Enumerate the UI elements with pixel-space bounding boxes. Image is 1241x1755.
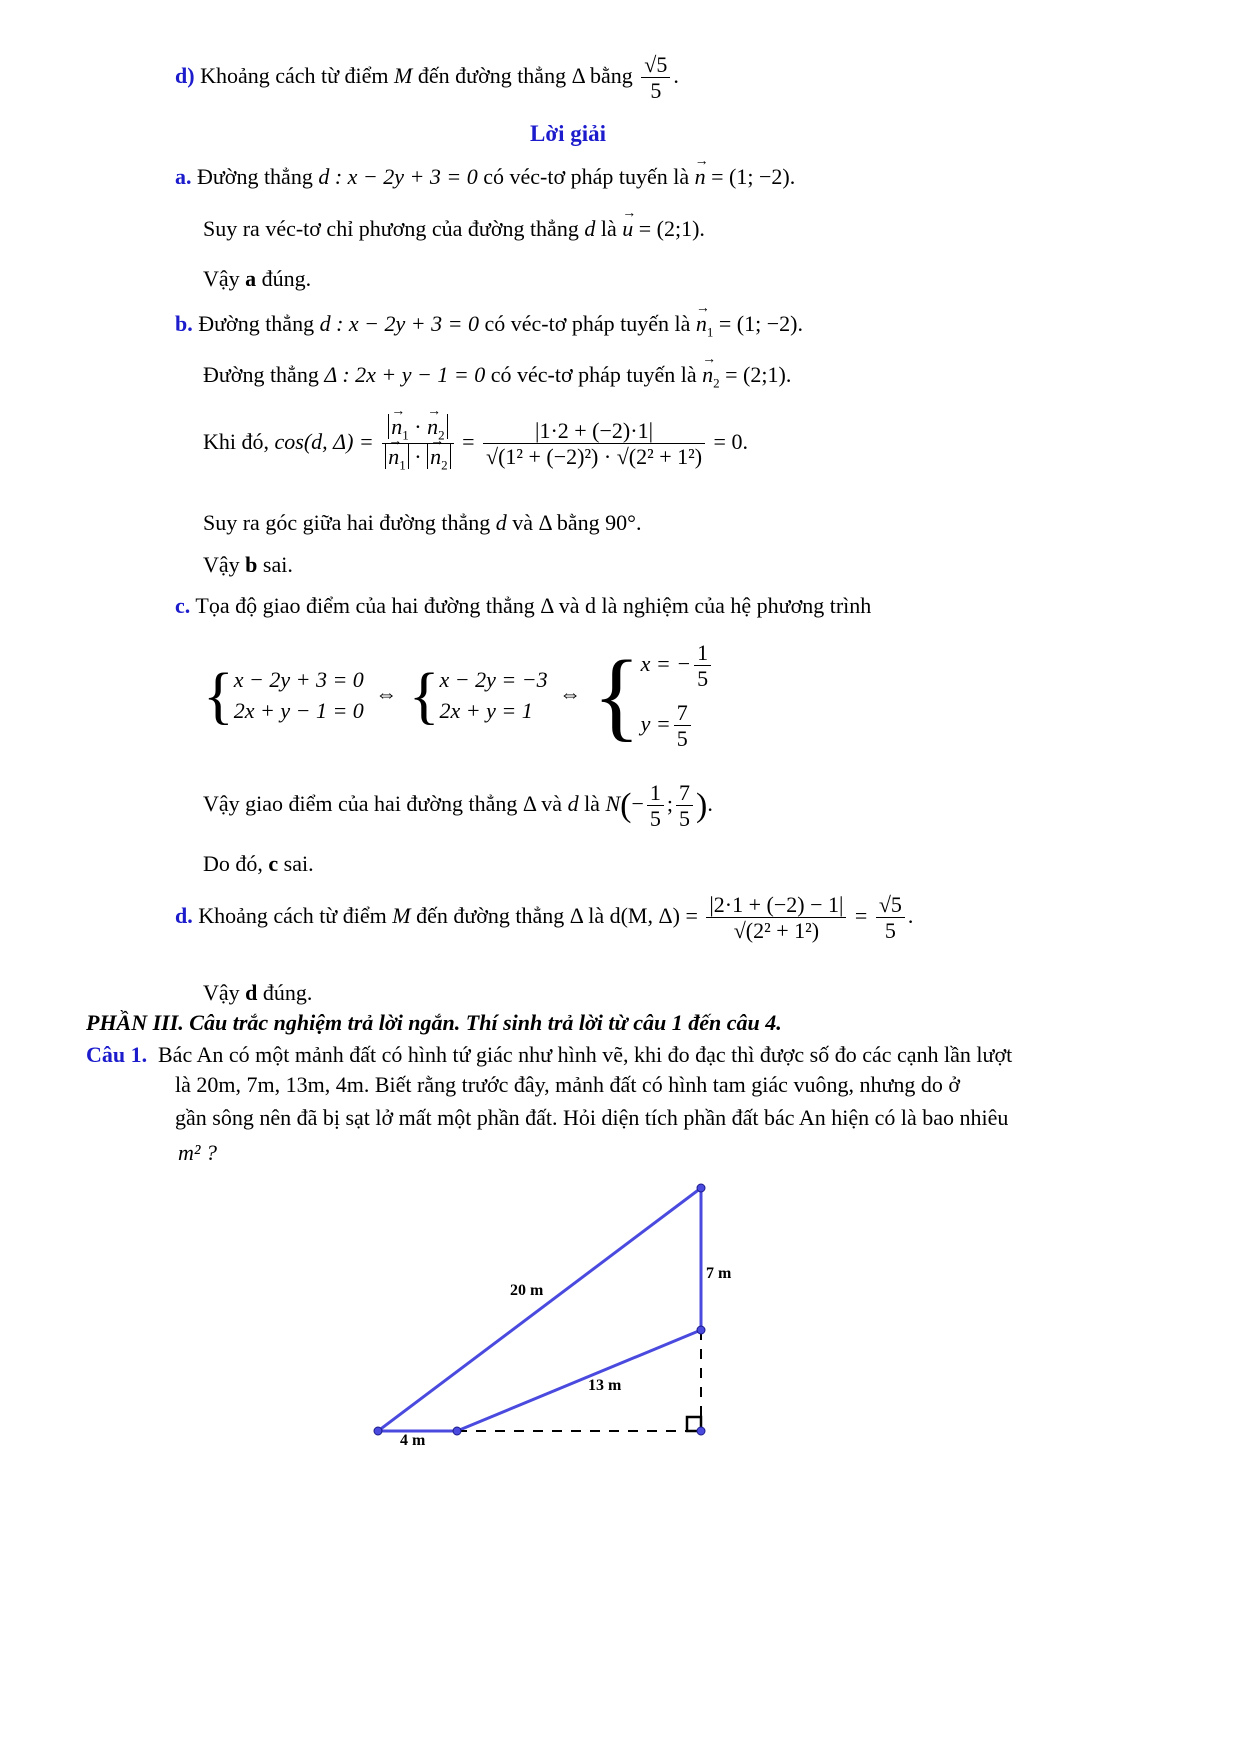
solution-title: Lời giải — [530, 121, 606, 146]
solution-d-line1: d. Khoảng cách từ điểm M đến đường thẳng Δ là d(M, Δ) = $\frac{|2\cdot 1 + (-2) - 1|}{\text{√(2² + 1²)}}$ = $\frac{√5}{5}$ . — [175, 892, 914, 944]
figure-edges — [378, 1188, 701, 1431]
solution-c-line3: Do đó, c sai. — [203, 851, 314, 876]
solution-b-line2: Đường thẳng Δ : 2x + y − 1 = 0 có véc-tơ pháp tuyến là → $n_2$ = (2;1). — [203, 362, 791, 391]
equation-system: {x − 2y + 3 = 0 2x + y − 1 = 0 ⇔ {x − 2y = −3 2x + y = 1 ⇔ { x = − $\frac{1}{5}$ y = $\frac{7}{5}$ — [203, 640, 714, 751]
land-figure — [360, 1175, 760, 1455]
fraction-numeric: $\frac{|1\cdot 2 + (-2)\cdot 1|}{\text{√(1² + (−2)²) · √(2² + 1²)}}$ — [483, 418, 705, 470]
solution-a-line1: a. Đường thẳng d : x − 2y + 3 = 0 có véc-tơ pháp tuyến là → n = (1; −2). — [175, 164, 795, 190]
statement-d: d) Khoảng cách từ điểm M đến đường thẳng Δ bằng $\frac{√5}{5}$ . — [175, 52, 679, 104]
question-1-line2: là 20m, 7m, 13m, 4m. Biết rằng trước đây, mảnh đất có hình tam giác vuông, nhưng do ở — [175, 1072, 960, 1097]
solution-a-line2: Suy ra véc-tơ chỉ phương của đường thẳng d là → u = (2;1). — [203, 216, 705, 242]
question-1-line4: m² ? — [178, 1140, 217, 1165]
solution-c-line2: Vậy giao điểm của hai đường thẳng Δ và d là N(− $\frac{1}{5}$ ; $\frac{7}{5}$ ). — [203, 780, 713, 832]
vector-n: → n — [695, 164, 706, 190]
solution-b-line1: b. Đường thẳng d : x − 2y + 3 = 0 có véc-tơ pháp tuyến là → $n_1 = (1$; −2). — [175, 311, 803, 340]
vertex — [374, 1427, 382, 1435]
label-13m: 13 m — [588, 1377, 622, 1394]
vertex — [697, 1184, 705, 1192]
part3-heading: PHẦN III. Câu trắc nghiệm trả lời ngắn. Thí sinh trả lời từ câu 1 đến câu 4. — [86, 1010, 782, 1035]
edge-20m — [378, 1188, 701, 1431]
label-7m: 7 m — [706, 1265, 732, 1282]
vertex — [453, 1427, 461, 1435]
solution-c-line1: c. Tọa độ giao điểm của hai đường thẳng Δ và d là nghiệm của hệ phương trình — [175, 593, 872, 618]
statement-d-label: d) — [175, 62, 195, 88]
solution-b-line3: Khi đó, cos(d, Δ) = → $n_1$ · → $n_2$ → $n_1$ · → $n_2$ = $\frac{|1\cdot 2 + (-2)\cdot 1|}{\text{√(1² + (−2)²) · √(2² + 1²)}}$ = 0. — [203, 414, 748, 474]
solution-b-line5: Vậy b sai. — [203, 552, 293, 577]
solution-d-line2: Vậy d đúng. — [203, 980, 313, 1005]
solution-b-line4: Suy ra góc giữa hai đường thẳng d và Δ bằng 90°. — [203, 510, 642, 535]
label-4m: 4 m — [400, 1432, 426, 1449]
vertex — [697, 1326, 705, 1334]
fraction-vector-norms: → $n_1$ · → $n_2$ → $n_1$ · → $n_2$ — [382, 414, 453, 474]
vector-u: → u — [622, 216, 633, 242]
solution-a-line3: Vậy a đúng. — [203, 266, 312, 291]
label-20m: 20 m — [510, 1282, 544, 1299]
question-1-line1: Bác An có một mảnh đất có hình tứ giác như hình vẽ, khi đo đạc thì được số đo các cạnh lần lượt — [158, 1042, 1013, 1067]
question-1-label: Câu 1. — [86, 1042, 148, 1067]
fraction: $\frac{√5}{5}$ — [641, 52, 670, 104]
question-1-line3: gần sông nên đã bị sạt lở mất một phần đất. Hỏi diện tích phần đất bác An hiện có là bao nhiêu — [175, 1105, 1009, 1130]
vertex — [697, 1427, 705, 1435]
